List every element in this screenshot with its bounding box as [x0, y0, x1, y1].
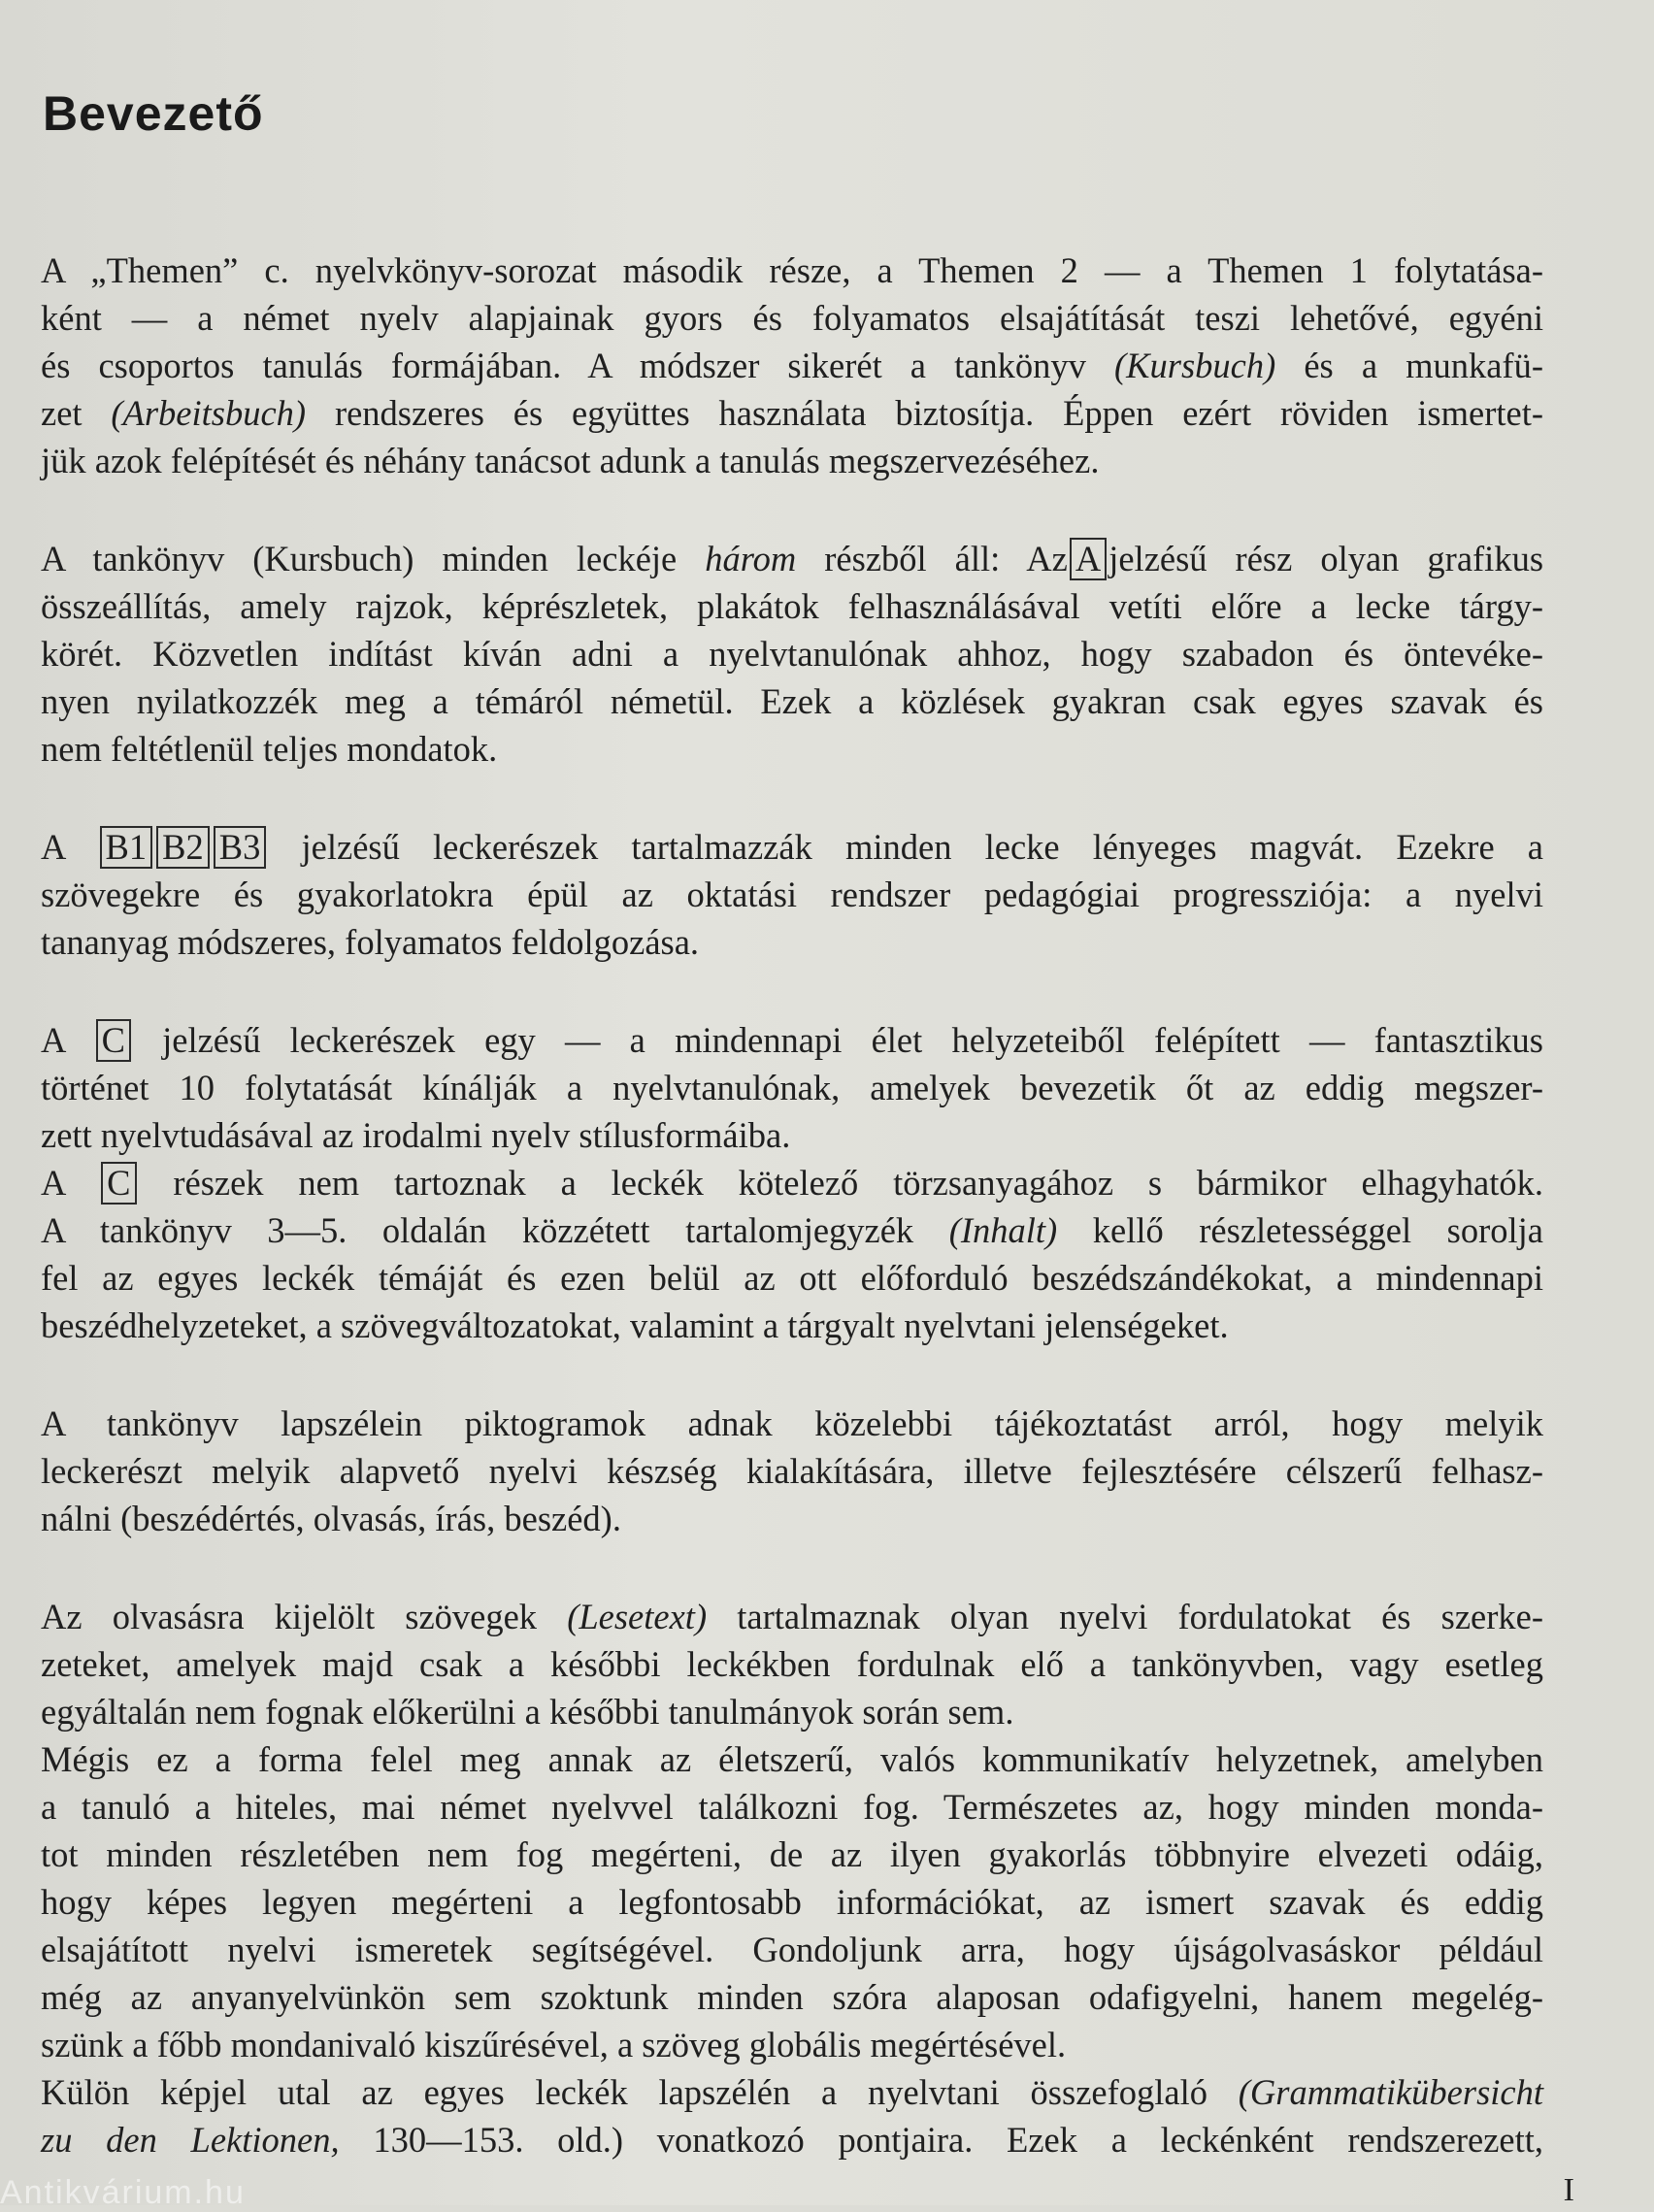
- italic-term: (Kursbuch): [1114, 346, 1276, 385]
- text-span: Külön képjel utal az egyes leckék lapszélén a nyelvtani összefoglaló: [41, 2072, 1207, 2112]
- text-line: zett nyelvtudásával az irodalmi nyelv stílusformáiba.: [41, 1115, 791, 1155]
- text-line: Mégis ez a forma felel meg annak az életszerű, valós kommunikatív helyzetnek, amelyben: [41, 1739, 1543, 1779]
- text-line: [41, 2068, 1543, 2116]
- text-line: beszédhelyzeteket, a szövegváltozatokat, valamint a tárgyalt nyelvtani jelenségeket.: [41, 1305, 1229, 1345]
- section-marker-a: A: [1070, 538, 1107, 580]
- text-span: rendszeres és együttes használata biztosítja. Éppen ezért röviden ismertet-: [334, 393, 1544, 433]
- text-line: ként — a német nyelv alapjainak gyors és folyamatos elsajátítását teszi lehetővé, egyéni: [41, 298, 1543, 338]
- section-marker-b2: B2: [156, 826, 210, 869]
- watermark: Antikvárium.hu: [0, 2174, 246, 2211]
- section-marker-c: C: [101, 1162, 136, 1205]
- text-line: nálni (beszédértés, olvasás, írás, beszéd).: [41, 1499, 621, 1538]
- paragraph-7: [41, 1593, 1543, 1735]
- text-line: jük azok felépítését és néhány tanácsot adunk a tanulás megszervezéséhez.: [41, 441, 1100, 480]
- text-span: 130—153. old.) vonatkozó pontjaira. Ezek a leckénként rendszerezett,: [373, 2120, 1543, 2160]
- text-line: szünk a főbb mondanivaló kiszűrésével, a szöveg globális megértésével.: [41, 2025, 1067, 2064]
- page-number: I: [1563, 2172, 1574, 2208]
- text-span: A tankönyv (Kursbuch) minden leckéje: [41, 539, 678, 578]
- paragraph-8: [41, 1735, 1543, 2068]
- text-line: [41, 1206, 1543, 1254]
- text-line: szövegekre és gyakorlatokra épül az oktatási rendszer pedagógiai progressziója: a nyelvi: [41, 875, 1543, 914]
- paragraph-2: [41, 535, 1543, 773]
- text-line: a tanuló a hiteles, mai német nyelvvel találkozni fog. Természetes az, hogy minden monda-: [41, 1787, 1543, 1827]
- text-line: nem feltétlenül teljes mondatok.: [41, 729, 498, 769]
- text-span: jelzésű rész olyan grafikus: [1108, 539, 1544, 578]
- paragraph-6: [41, 1400, 1543, 1542]
- text-span: A: [41, 1020, 65, 1060]
- text-span: Az olvasásra kijelölt szövegek: [41, 1597, 538, 1636]
- text-span: tartalmaznak olyan nyelvi fordulatokat és szerke-: [737, 1597, 1543, 1636]
- section-marker-b1: B1: [100, 826, 153, 869]
- italic-term: (Inhalt): [948, 1210, 1058, 1250]
- paragraph-5: [41, 1159, 1543, 1349]
- paragraph-4: [41, 1016, 1543, 1159]
- text-line: tot minden részletében nem fog megérteni, de az ilyen gyakorlás többnyire elvezeti odáig,: [41, 1834, 1543, 1874]
- text-line: [41, 823, 1543, 871]
- text-line: [41, 2116, 1543, 2163]
- text-line: zeteket, amelyek majd csak a későbbi leckékben fordulnak elő a tankönyvben, vagy esetleg: [41, 1644, 1543, 1684]
- text-span: zet: [41, 393, 83, 433]
- text-span: jelzésű leckerészek tartalmazzák minden lecke lényeges magvát. Ezekre a: [301, 827, 1544, 867]
- text-line: egyáltalán nem fognak előkerülni a későbbi tanulmányok során sem.: [41, 1692, 1014, 1732]
- text-span: részek nem tartoznak a leckék kötelező törzsanyagához s bármikor elhagyhatók.: [173, 1163, 1544, 1203]
- text-span: és a munkafü-: [1304, 346, 1543, 385]
- text-line: A tankönyv lapszélein piktogramok adnak közelebbi tájékoztatást arról, hogy melyik: [41, 1403, 1543, 1443]
- text-line: [41, 535, 1543, 582]
- italic-term: (Grammatikübersicht: [1238, 2072, 1544, 2112]
- text-line: [41, 389, 1543, 437]
- text-span: kellő részletességgel sorolja: [1092, 1210, 1544, 1250]
- text-span: A: [41, 827, 65, 867]
- text-line: hogy képes legyen megérteni a legfontosabb információkat, az ismert szavak és eddig: [41, 1882, 1543, 1922]
- section-marker-c: C: [96, 1019, 131, 1062]
- italic-term: három: [705, 539, 797, 578]
- text-span: jelzésű leckerészek egy — a mindennapi élet helyzeteiből felépített — fantasztikus: [162, 1020, 1543, 1060]
- text-line: [41, 342, 1543, 389]
- text-span: A: [41, 1163, 65, 1203]
- text-line: tananyag módszeres, folyamatos feldolgozása.: [41, 922, 700, 962]
- text-line: [41, 1016, 1543, 1064]
- paragraph-1: [41, 247, 1543, 484]
- text-line: fel az egyes leckék témáját és ezen belül az ott előforduló beszédszándékokat, a mindennapi: [41, 1258, 1543, 1298]
- page-title: Bevezető: [43, 86, 264, 141]
- text-span: A tankönyv 3—5. oldalán közzétett tartalomjegyzék: [41, 1210, 914, 1250]
- section-marker-b3: B3: [214, 826, 267, 869]
- italic-term: (Arbeitsbuch): [111, 393, 307, 433]
- paragraph-9: [41, 2068, 1543, 2163]
- text-line: [41, 1159, 1543, 1206]
- text-line: elsajátított nyelvi ismeretek segítségével. Gondoljunk arra, hogy újságolvasáskor például: [41, 1930, 1543, 1969]
- text-span: részből áll: Az: [824, 539, 1068, 578]
- text-line: összeállítás, amely rajzok, képrészletek, plakátok felhasználásával vetíti előre a lecke tárgy-: [41, 586, 1543, 626]
- italic-term: (Lesetext): [567, 1597, 708, 1636]
- body-text: [41, 247, 1543, 2163]
- text-line: A „Themen” c. nyelvkönyv-sorozat második része, a Themen 2 — a Themen 1 folytatása-: [41, 250, 1543, 290]
- italic-term: zu den Lektionen,: [41, 2120, 340, 2160]
- text-line: leckerészt melyik alapvető nyelvi készség kialakítására, illetve fejlesztésére célszerű felhasz-: [41, 1451, 1543, 1491]
- text-line: történet 10 folytatását kínálják a nyelvtanulónak, amelyek bevezetik őt az eddig megszer-: [41, 1068, 1543, 1107]
- text-line: még az anyanyelvünkön sem szoktunk minden szóra alaposan odafigyelni, hanem megelég-: [41, 1977, 1543, 2017]
- paragraph-3: [41, 823, 1543, 966]
- text-span: és csoportos tanulás formájában. A módszer sikerét a tankönyv: [41, 346, 1086, 385]
- text-line: nyen nyilatkozzék meg a témáról németül. Ezek a közlések gyakran csak egyes szavak és: [41, 681, 1543, 721]
- text-line: [41, 1593, 1543, 1640]
- text-line: körét. Közvetlen indítást kíván adni a nyelvtanulónak ahhoz, hogy szabadon és öntevéke-: [41, 634, 1543, 674]
